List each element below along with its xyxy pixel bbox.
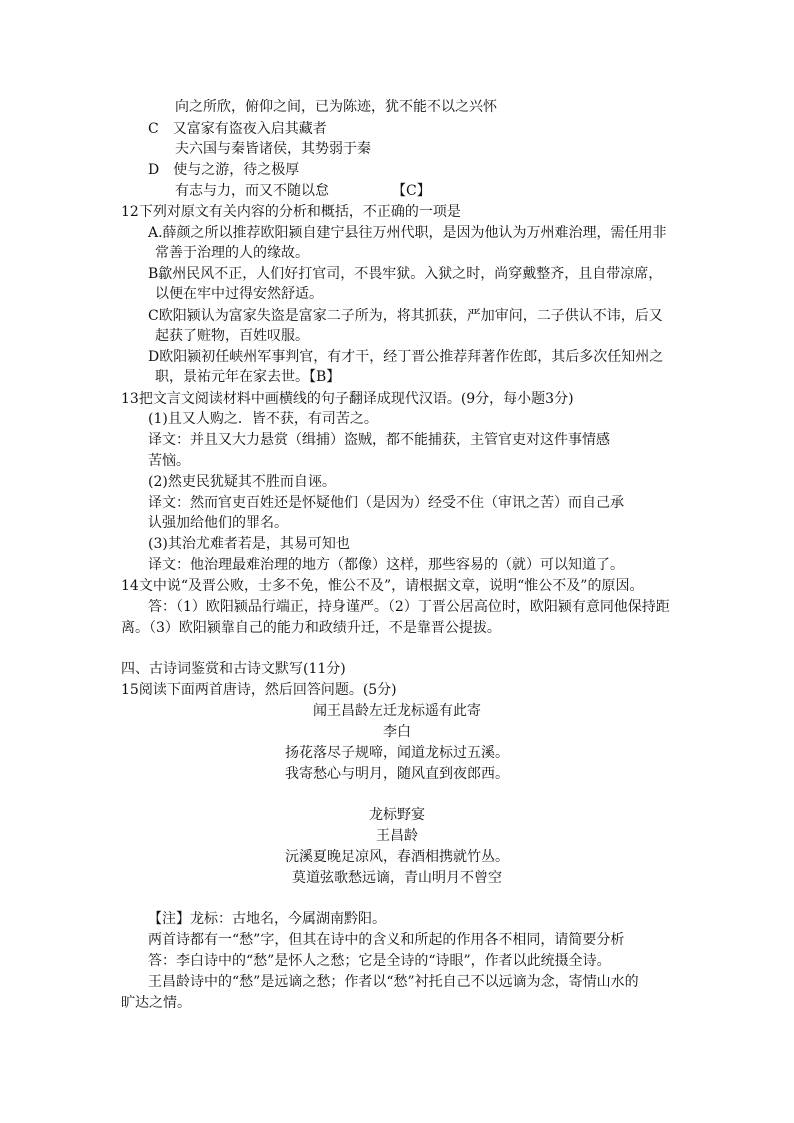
text-line: 以便在牢中过得安然舒适。 (155, 286, 323, 302)
poem-2-author: 王昌龄 (376, 828, 418, 844)
option-c: C欧阳颍认为富家失盗是富家二子所为，将其抓获，严加审问，二子供认不讳，后又 (148, 308, 663, 324)
text-line: 离。（3）欧阳颍靠自己的能力和政绩升迁，不是靠晋公提拔。 (121, 620, 501, 636)
poem-1-title: 闻王昌龄左迁龙标遥有此寄 (313, 703, 481, 719)
text-line: 夫六国与秦皆诸侯，其势弱于秦 (175, 141, 371, 157)
text-line: 起获了赃物，百姓叹服。 (155, 328, 309, 344)
question-13: 13把文言文阅读材料中画横线的句子翻译成现代汉语。(9分，每小题3分) (121, 391, 574, 407)
answer-14: 答：（1）欧阳颍品行端正，持身谨严。（2）丁晋公居高位时，欧阳颍有意同他保持距 (148, 599, 670, 615)
question-12: 12下列对原文有关内容的分析和概括，不正确的一项是 (121, 204, 461, 220)
poem-1-line: 我寄愁心与明月，随风直到夜郎西。 (285, 766, 509, 782)
poem-2-line: 沅溪夏晚足凉风，春酒相携就竹丛。 (285, 849, 509, 865)
text-line: 旷达之情。 (121, 995, 191, 1011)
sentence-2: (2)然吏民犹疑其不胜而自诬。 (148, 474, 336, 490)
text-line: 有志与力，而又不随以怠 (175, 183, 329, 199)
sentence-3: (3)其治尤难者若是，其易可知也 (148, 536, 350, 552)
question-15-prompt: 两首诗都有一“愁”字，但其在诗中的含义和所起的作用各不相同，请简要分析 (148, 932, 625, 948)
section-heading: 四、古诗词鉴赏和古诗文默写(11分) (121, 661, 346, 677)
translation-1: 译文：并且又大力悬赏（缉捕）盗贼，都不能捕获，主管官吏对这件事情感 (148, 432, 610, 448)
poem-2-line: 莫道弦歌愁远谪，青山明月不曾空 (292, 870, 502, 886)
translation-3: 译文：他治理最难治理的地方（都像）这样，那些容易的（就）可以知道了。 (148, 557, 624, 573)
translation-2: 译文：然而官吏百姓还是怀疑他们（是因为）经受不住（审讯之苦）而自己承 (148, 495, 624, 511)
option-a: A.薛颜之所以推荐欧阳颍自建宁县往万州代职，是因为他认为万州难治理，需任用非 (148, 225, 667, 241)
poem-1-line: 扬花落尽子规啼，闻道龙标过五溪。 (285, 745, 509, 761)
option-d: D 使与之游，待之极厚 (148, 162, 300, 178)
question-15: 15阅读下面两首唐诗，然后回答问题。(5分) (121, 682, 397, 698)
text-line: 常善于治理的人的缘故。 (155, 245, 309, 261)
option-c: C 又富家有盗夜入启其藏者 (148, 121, 327, 137)
text-line: 王昌龄诗中的“愁”是远谪之愁；作者以“愁”衬托自己不以远谪为念，寄情山水的 (148, 974, 639, 990)
text-line: 苦恼。 (148, 453, 190, 469)
text-line: 向之所欣，俯仰之间，已为陈迹，犹不能不以之兴怀 (175, 99, 497, 115)
sentence-1: (1)且又人购之．皆不获，有司苦之。 (148, 411, 378, 427)
text-line: 职，景祐元年在家去世。【B】 (155, 369, 341, 385)
question-14: 14文中说“及晋公败，士多不免，惟公不及”，请根据文章，说明“惟公不及”的原因。 (121, 578, 644, 594)
poem-1-author: 李白 (383, 724, 411, 740)
answer-15: 答：李白诗中的“愁”是怀人之愁；它是全诗的“诗眼”，作者以此统摄全诗。 (148, 953, 611, 969)
note: 【注】龙标：古地名，今属湖南黔阳。 (148, 911, 386, 927)
option-b: B歙州民风不正，人们好打官司，不畏牢狱。入狱之时，尚穿戴整齐，且自带凉席， (148, 266, 663, 282)
text-line: 认强加给他们的罪名。 (148, 515, 288, 531)
answer-mark: 【C】 (392, 183, 431, 199)
poem-2-title: 龙标野宴 (369, 807, 425, 823)
option-d: D欧阳颍初任峡州军事判官，有才干，经丁晋公推荐拜著作佐郎，其后多次任知州之 (148, 349, 664, 365)
